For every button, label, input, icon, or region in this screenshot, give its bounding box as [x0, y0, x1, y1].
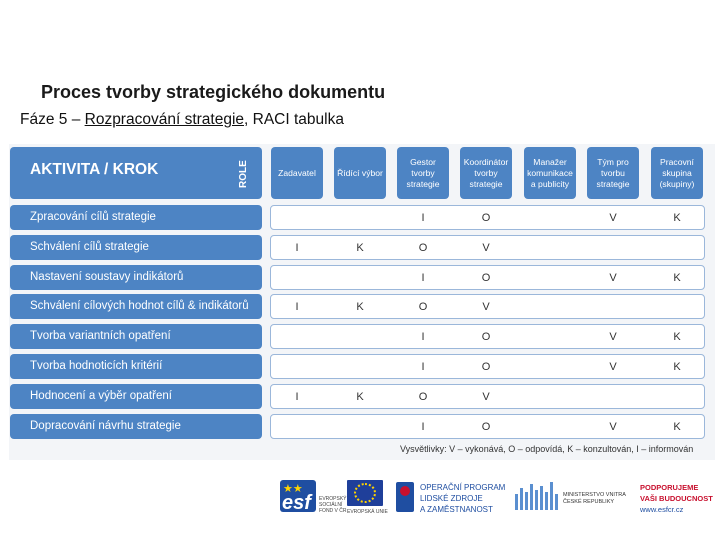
raci-cell: K	[356, 301, 364, 313]
raci-cell	[587, 236, 639, 261]
raci-cell: K	[673, 212, 681, 224]
activity-row-label: Hodnocení a výběr opatření	[10, 384, 262, 409]
raci-cell	[524, 295, 576, 320]
raci-cell: I	[421, 331, 425, 343]
eu-flag-logo	[347, 474, 388, 518]
esf-caption: EVROPSKÝ SOCIÁLNÍ FOND V ČR	[319, 496, 347, 514]
table-row	[270, 414, 705, 439]
raci-cell	[524, 266, 576, 291]
raci-cell: I	[421, 212, 425, 224]
raci-cell: K	[673, 421, 681, 433]
raci-cell	[271, 355, 323, 380]
raci-cell: I	[295, 301, 299, 313]
raci-cell: O	[481, 212, 491, 224]
table-row	[270, 354, 705, 379]
table-row	[270, 324, 705, 349]
raci-cell: V	[609, 331, 617, 343]
role-column-header: Řídící výbor	[334, 147, 386, 199]
support-line1: PODPORUJEME	[640, 483, 699, 492]
op-line1: OPERAČNÍ PROGRAM	[420, 483, 506, 492]
raci-cell	[271, 325, 323, 350]
raci-cell: V	[482, 242, 490, 254]
role-column-header: Pracovní skupina (skupiny)	[651, 147, 703, 199]
page-subtitle	[20, 111, 344, 129]
raci-cell: V	[609, 212, 617, 224]
esf-text: esf	[282, 492, 311, 514]
activity-row-label: Schválení cílových hodnot cílů & indikátorů	[10, 294, 262, 319]
raci-cell	[651, 236, 703, 261]
raci-cell: O	[418, 242, 428, 254]
subtitle-suffix: , RACI tabulka	[244, 111, 344, 128]
raci-cell: V	[482, 391, 490, 403]
raci-cell: O	[481, 361, 491, 373]
raci-cell: O	[418, 301, 428, 313]
table-row	[270, 205, 705, 230]
footer-logos	[0, 474, 720, 522]
raci-cell: I	[421, 272, 425, 284]
activity-row-label: Schválení cílů strategie	[10, 235, 262, 260]
raci-cell	[524, 206, 576, 231]
raci-cell: I	[421, 421, 425, 433]
esf-logo: ★★ esf	[280, 474, 316, 518]
raci-cell: V	[609, 272, 617, 284]
role-label: ROLE	[238, 160, 249, 188]
raci-cell: O	[481, 421, 491, 433]
raci-cell	[334, 325, 386, 350]
raci-cell	[587, 295, 639, 320]
support-line2: VAŠI BUDOUCNOST	[640, 494, 713, 503]
activity-header	[10, 147, 262, 199]
eu-caption: EVROPSKÁ UNIE	[347, 509, 388, 515]
activity-row-label: Dopracování návrhu strategie	[10, 414, 262, 439]
raci-cell	[651, 295, 703, 320]
raci-cell	[587, 385, 639, 410]
support-logo	[640, 474, 720, 518]
raci-cell: O	[481, 331, 491, 343]
op-line2: LIDSKÉ ZDROJE	[420, 494, 483, 503]
subtitle-prefix: Fáze 5 –	[20, 111, 85, 128]
raci-cell: K	[356, 242, 364, 254]
raci-cell: K	[673, 331, 681, 343]
raci-cell	[334, 355, 386, 380]
op-logo	[396, 474, 508, 518]
raci-cell	[651, 385, 703, 410]
raci-cell: V	[609, 361, 617, 373]
table-row	[270, 265, 705, 290]
raci-cell: O	[481, 272, 491, 284]
raci-cell	[271, 206, 323, 231]
raci-cell: K	[356, 391, 364, 403]
ministry-logo	[515, 474, 633, 518]
raci-cell: V	[482, 301, 490, 313]
activity-row-label: Nastavení soustavy indikátorů	[10, 265, 262, 290]
role-column-header: Zadavatel	[271, 147, 323, 199]
role-column-header: Koordinátor tvorby strategie	[460, 147, 512, 199]
role-column-header: Gestor tvorby strategie	[397, 147, 449, 199]
table-row	[270, 294, 705, 319]
raci-cell: I	[295, 391, 299, 403]
raci-cell: O	[418, 391, 428, 403]
ministry-line2: ČESKÉ REPUBLIKY	[563, 499, 615, 505]
raci-cell	[524, 415, 576, 440]
activity-row-label: Tvorba variantních opatření	[10, 324, 262, 349]
legend: Vysvětlivky: V – vykonává, O – odpovídá, K – konzultován, I – informován	[400, 444, 694, 454]
raci-cell	[334, 266, 386, 291]
ministry-line1: MINISTERSTVO VNITRA	[563, 492, 626, 498]
raci-cell	[271, 415, 323, 440]
raci-cell	[271, 266, 323, 291]
raci-cell	[524, 236, 576, 261]
subtitle-underlined: Rozpracování strategie	[84, 111, 245, 128]
activity-row-label: Zpracování cílů strategie	[10, 205, 262, 230]
raci-cell: I	[421, 361, 425, 373]
op-line3: A ZAMĚSTNANOST	[420, 505, 493, 514]
table-row	[270, 235, 705, 260]
raci-cell	[524, 355, 576, 380]
raci-cell	[524, 325, 576, 350]
raci-cell: K	[673, 361, 681, 373]
raci-cell	[334, 415, 386, 440]
activity-row-label: Tvorba hodnoticích kritérií	[10, 354, 262, 379]
raci-cell: K	[673, 272, 681, 284]
raci-cell	[334, 206, 386, 231]
raci-cell	[524, 385, 576, 410]
table-row	[270, 384, 705, 409]
activity-header-label: AKTIVITA / KROK	[30, 161, 159, 178]
role-column-header: Tým pro tvorbu strategie	[587, 147, 639, 199]
role-column-header: Manažer komunikace a publicity	[524, 147, 576, 199]
support-url: www.esfcr.cz	[640, 505, 684, 514]
raci-cell: V	[609, 421, 617, 433]
raci-cell: I	[295, 242, 299, 254]
ministry-emblem-icon	[515, 480, 559, 516]
page-title: Proces tvorby strategického dokumentu	[41, 82, 386, 102]
